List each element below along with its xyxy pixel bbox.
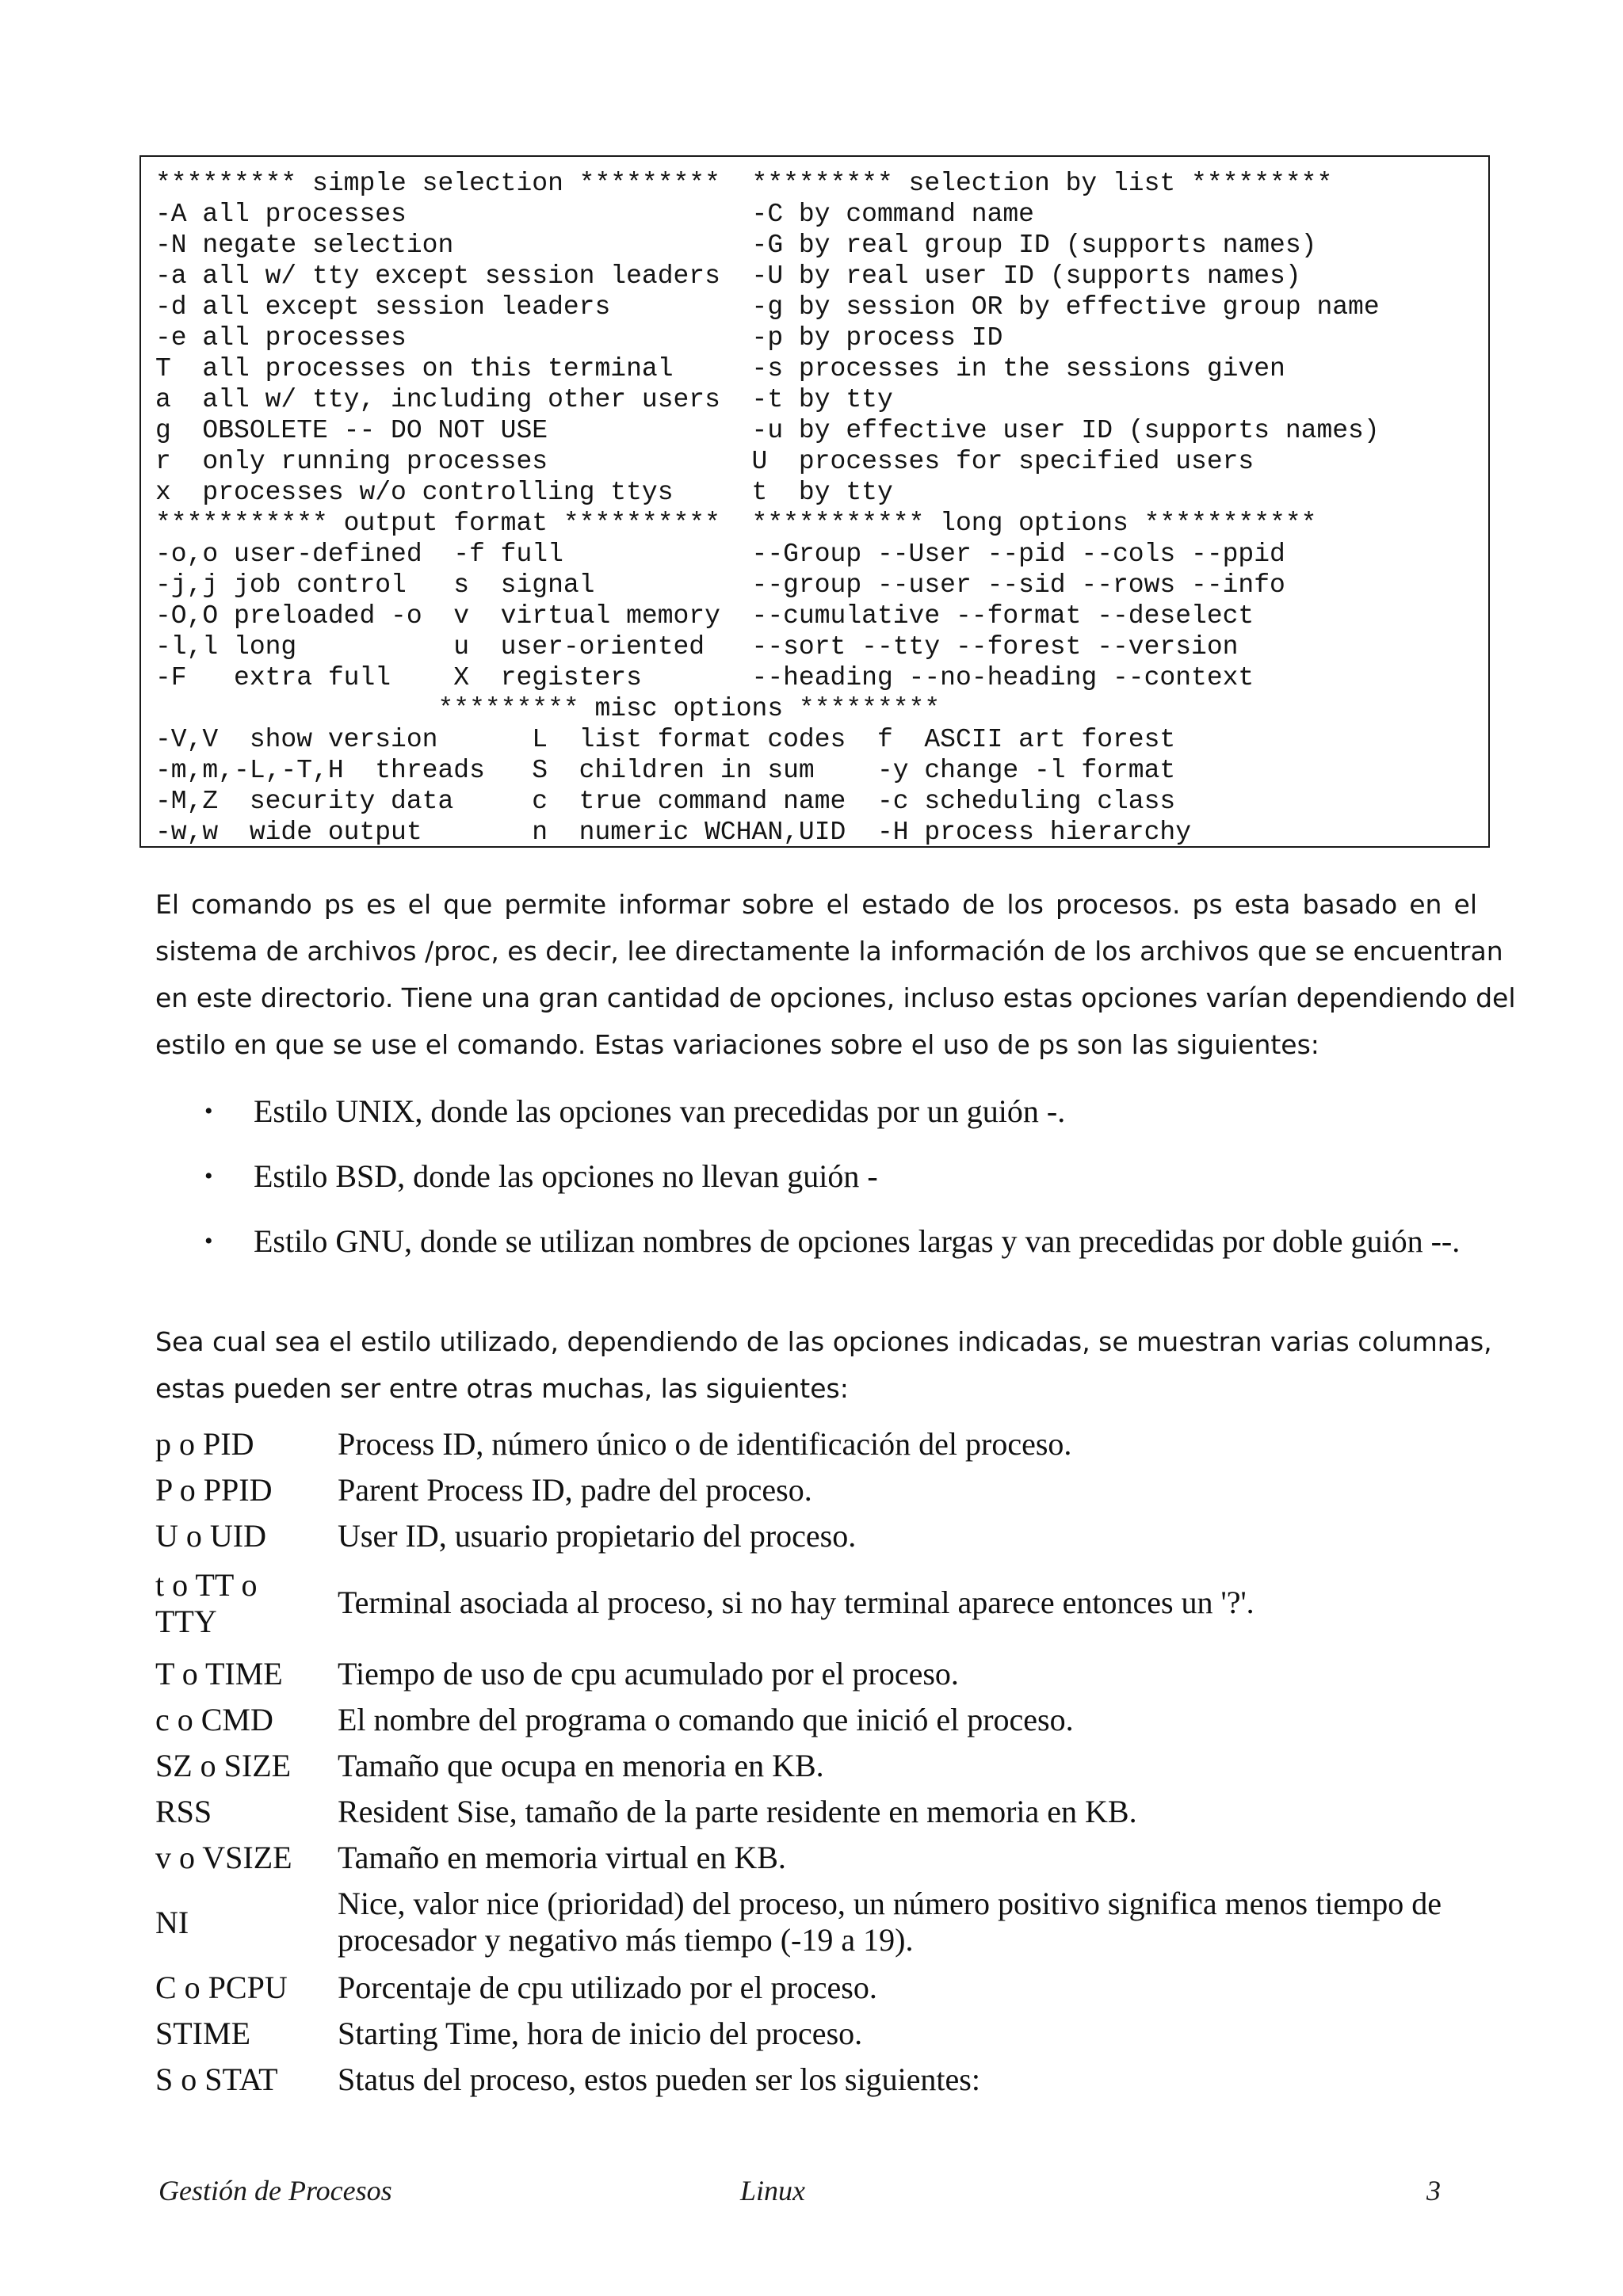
list-item-text: Estilo BSD, donde las opciones no llevan guión - <box>254 1158 878 1194</box>
option-line: -e all processes -p by process ID <box>155 323 1003 353</box>
column-name: RSS <box>155 1794 212 1829</box>
column-description: Porcentaje de cpu utilizado por el proceso. <box>338 1970 877 2005</box>
option-line: -l,l long u user-oriented --sort --tty --forest --version <box>155 632 1239 662</box>
column-description: Terminal asociada al proceso, si no hay terminal aparece entonces un '?'. <box>338 1585 1254 1620</box>
option-line: *********** output format ********** *********** long options *********** <box>155 509 1317 538</box>
column-description: User ID, usuario propietario del proceso. <box>338 1518 857 1554</box>
column-name: t o TT o TTY <box>155 1567 258 1639</box>
footer-section-title: Gestión de Procesos <box>158 2175 392 2206</box>
paragraph-line: El comando ps es el que permite informar sobre el estado de los procesos. ps esta basado en el <box>155 889 1477 920</box>
column-description: Resident Sise, tamaño de la parte residente en memoria en KB. <box>338 1794 1137 1829</box>
list-item-text: Estilo GNU, donde se utilizan nombres de opciones largas y van precedidas por doble guión --. <box>254 1223 1461 1259</box>
column-description: El nombre del programa o comando que inició el proceso. <box>338 1702 1074 1737</box>
column-name: v o VSIZE <box>155 1840 292 1875</box>
bullet-icon: • <box>204 1228 213 1254</box>
option-line: -O,O preloaded -o v virtual memory --cumulative --format --deselect <box>155 601 1254 631</box>
intro-paragraph <box>155 881 1516 1068</box>
column-description: Parent Process ID, padre del proceso. <box>338 1472 812 1508</box>
option-line: -N negate selection -G by real group ID (supports names) <box>155 231 1317 260</box>
paragraph-line: estas pueden ser entre otras muchas, las siguientes: <box>155 1373 849 1404</box>
option-line: -a all w/ tty except session leaders -U by real user ID (supports names) <box>155 261 1301 291</box>
column-description: Tamaño que ocupa en menoria en KB. <box>338 1748 824 1783</box>
columns-paragraph <box>155 1318 1492 1412</box>
paragraph-line: estilo en que se use el comando. Estas variaciones sobre el uso de ps son las siguientes: <box>155 1029 1319 1060</box>
list-item-text: Estilo UNIX, donde las opciones van precedidas por un guión -. <box>254 1093 1066 1129</box>
column-name: c o CMD <box>155 1702 273 1737</box>
option-line: x processes w/o controlling ttys t by tty <box>155 478 893 507</box>
paragraph-line: sistema de archivos /proc, es decir, lee directamente la información de los archivos que se encuentran <box>155 936 1503 967</box>
column-name: P o PPID <box>155 1472 273 1508</box>
column-description: Process ID, número único o de identificación del proceso. <box>338 1426 1072 1462</box>
column-description: Starting Time, hora de inicio del proceso. <box>338 2016 863 2051</box>
page-number: 3 <box>1426 2175 1441 2206</box>
column-name: p o PID <box>155 1426 254 1462</box>
option-line: T all processes on this terminal -s processes in the sessions given <box>155 354 1285 383</box>
option-line: ********* misc options ********* <box>155 694 941 723</box>
column-name: C o PCPU <box>155 1970 288 2005</box>
option-line: -V,V show version L list format codes f ASCII art forest <box>155 725 1176 754</box>
column-name: S o STAT <box>155 2061 278 2097</box>
ps-options-box <box>139 155 1490 848</box>
option-line: -F extra full X registers --heading --no-heading --context <box>155 663 1254 692</box>
option-line: -j,j job control s signal --group --user --sid --rows --info <box>155 570 1285 600</box>
option-line: r only running processes U processes for specified users <box>155 447 1254 476</box>
option-line: a all w/ tty, including other users -t by tty <box>155 385 893 414</box>
column-name: U o UID <box>155 1518 266 1554</box>
column-name: T o TIME <box>155 1656 283 1691</box>
option-line: -A all processes -C by command name <box>155 200 1034 229</box>
column-description: Tiempo de uso de cpu acumulado por el proceso. <box>338 1656 959 1691</box>
option-line: -o,o user-defined -f full --Group --User --pid --cols --ppid <box>155 540 1285 569</box>
column-name: STIME <box>155 2016 250 2051</box>
paragraph-line: Sea cual sea el estilo utilizado, dependiendo de las opciones indicadas, se muestran varias columnas, <box>155 1326 1492 1357</box>
option-line: -M,Z security data c true command name -c scheduling class <box>155 787 1176 816</box>
paragraph-line: en este directorio. Tiene una gran cantidad de opciones, incluso estas opciones varían dependiendo del <box>155 982 1516 1013</box>
column-name: NI <box>155 1905 189 1940</box>
column-description: Status del proceso, estos pueden ser los siguientes: <box>338 2061 980 2097</box>
option-line: g OBSOLETE -- DO NOT USE -u by effective user ID (supports names) <box>155 416 1380 445</box>
column-description: Nice, valor nice (prioridad) del proceso, un número positivo significa menos tiempo de procesador y negativo más tiempo (-19 a 19). <box>338 1886 1442 1958</box>
bullet-icon: • <box>204 1163 213 1189</box>
option-line: -w,w wide output n numeric WCHAN,UID -H process hierarchy <box>155 818 1192 847</box>
column-description: Tamaño en memoria virtual en KB. <box>338 1840 786 1875</box>
column-name: SZ o SIZE <box>155 1748 292 1783</box>
footer-topic: Linux <box>740 2175 806 2206</box>
option-line: ********* simple selection ********* ********* selection by list ********* <box>155 169 1333 198</box>
bullet-icon: • <box>204 1098 213 1124</box>
option-line: -d all except session leaders -g by session OR by effective group name <box>155 292 1380 322</box>
option-line: -m,m,-L,-T,H threads S children in sum -y change -l format <box>155 756 1176 785</box>
